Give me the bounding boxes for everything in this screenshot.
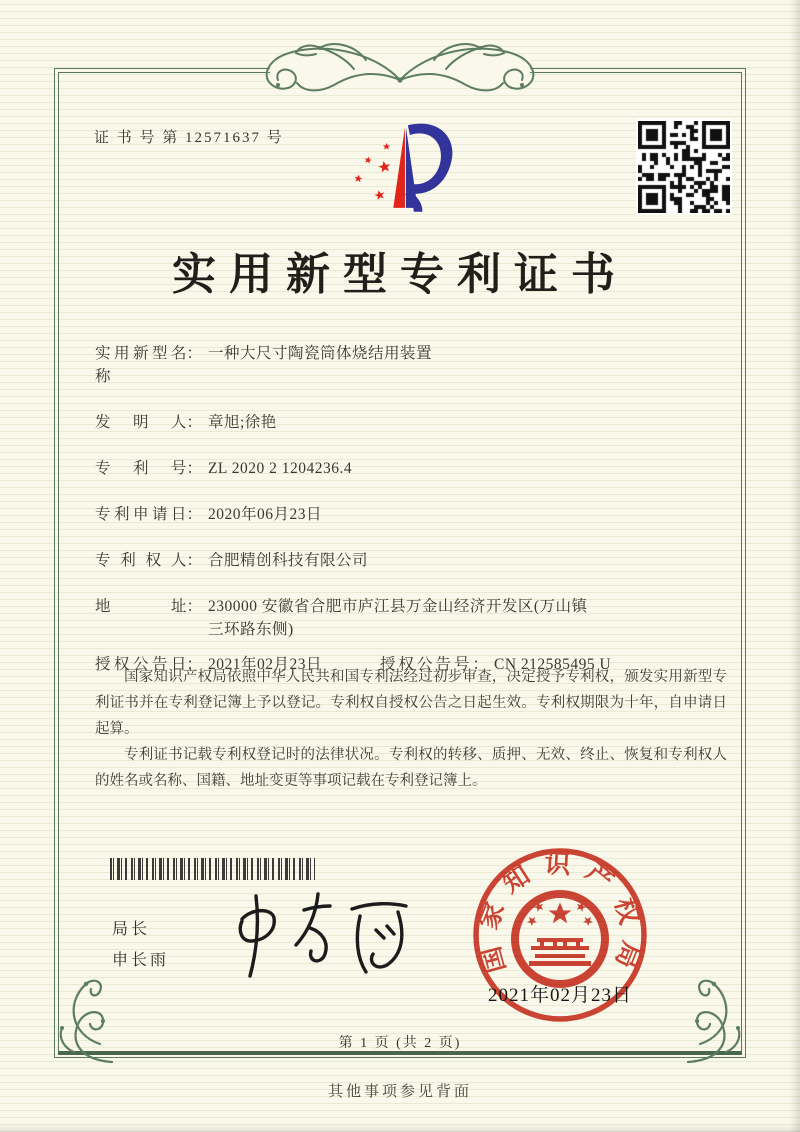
seal-agency-text: 国家知识产权局 xyxy=(472,849,648,985)
field-label: 专利权人 xyxy=(95,552,187,569)
field-value: 章旭;徐艳 xyxy=(207,414,277,431)
scan-edge-shadow-bottom xyxy=(0,1124,800,1132)
legal-paragraph: 专利证书记载专利权登记时的法律状况。专利权的转移、质押、无效、终止、恢复和专利权人的姓名或名称、国籍、地址变更等事项记载在专利登记簿上。 xyxy=(95,747,727,789)
field-label: 授权公告日 xyxy=(95,656,187,673)
seal-date: 2021年02月23日 xyxy=(487,985,632,1006)
director-name: 申长雨 xyxy=(112,952,170,969)
field-label: 地址 xyxy=(95,598,187,615)
field-row-address xyxy=(95,595,695,641)
field-row-inventor xyxy=(95,411,695,434)
qr-code xyxy=(636,119,732,215)
field-value: 一种大尺寸陶瓷筒体烧结用装置 xyxy=(207,345,432,362)
field-colon: ： xyxy=(186,460,202,477)
corner-flourish-left xyxy=(40,972,130,1067)
field-value: 合肥精创科技有限公司 xyxy=(207,552,368,569)
field-row-patent-name xyxy=(95,342,695,388)
field-colon: ： xyxy=(186,345,202,362)
field-colon: ： xyxy=(186,414,202,431)
certificate-title: 实用新型专利证书 xyxy=(172,250,628,299)
field-colon: ： xyxy=(472,656,488,673)
field-colon: ： xyxy=(186,552,202,569)
field-value: 2021年02月23日 xyxy=(207,656,322,673)
top-flourish-ornament xyxy=(170,28,630,112)
director-block xyxy=(112,914,169,976)
field-row-patent-number xyxy=(95,457,695,480)
field-value: 2020年06月23日 xyxy=(207,506,322,523)
field-value: CN 212585495 U xyxy=(494,656,612,673)
field-label: 专利号 xyxy=(95,460,187,477)
barcode xyxy=(110,858,315,880)
page-number: 第 1 页 (共 2 页) xyxy=(338,1036,462,1051)
back-side-note: 其他事项参见背面 xyxy=(327,1084,472,1100)
field-value: ZL 2020 2 1204236.4 xyxy=(207,460,353,477)
field-label: 授权公告号 xyxy=(379,656,473,673)
field-label: 实用新型名称 xyxy=(95,345,187,385)
field-colon: ： xyxy=(186,506,202,523)
field-label: 发明人 xyxy=(95,414,187,431)
field-label: 专利申请日 xyxy=(95,506,187,523)
certificate-number: 证 书 号 第 12571637 号 xyxy=(94,130,284,146)
field-row-patentee xyxy=(95,549,695,572)
cnipa-logo-icon xyxy=(336,110,472,228)
field-value: 230000 安徽省合肥市庐江县万金山经济开发区(万山镇三环路东侧) xyxy=(207,598,588,638)
national-emblem-icon xyxy=(515,894,605,984)
director-title: 局长 xyxy=(112,921,151,938)
scan-edge-shadow-right xyxy=(790,0,800,1132)
field-colon: ： xyxy=(186,598,202,615)
field-colon: ： xyxy=(186,656,202,673)
legal-paragraph: 国家知识产权局依照中华人民共和国专利法经过初步审查，决定授予专利权，颁发实用新型专利证书并在专利登记簿上予以登记。专利权自授权公告之日起生效。专利权期限为十年，自申请日起算。 xyxy=(95,669,727,737)
legal-text-block xyxy=(95,664,727,794)
director-signature xyxy=(226,888,431,988)
field-row-filing-date xyxy=(95,503,695,526)
corner-flourish-right xyxy=(670,972,760,1067)
field-list xyxy=(95,342,695,699)
